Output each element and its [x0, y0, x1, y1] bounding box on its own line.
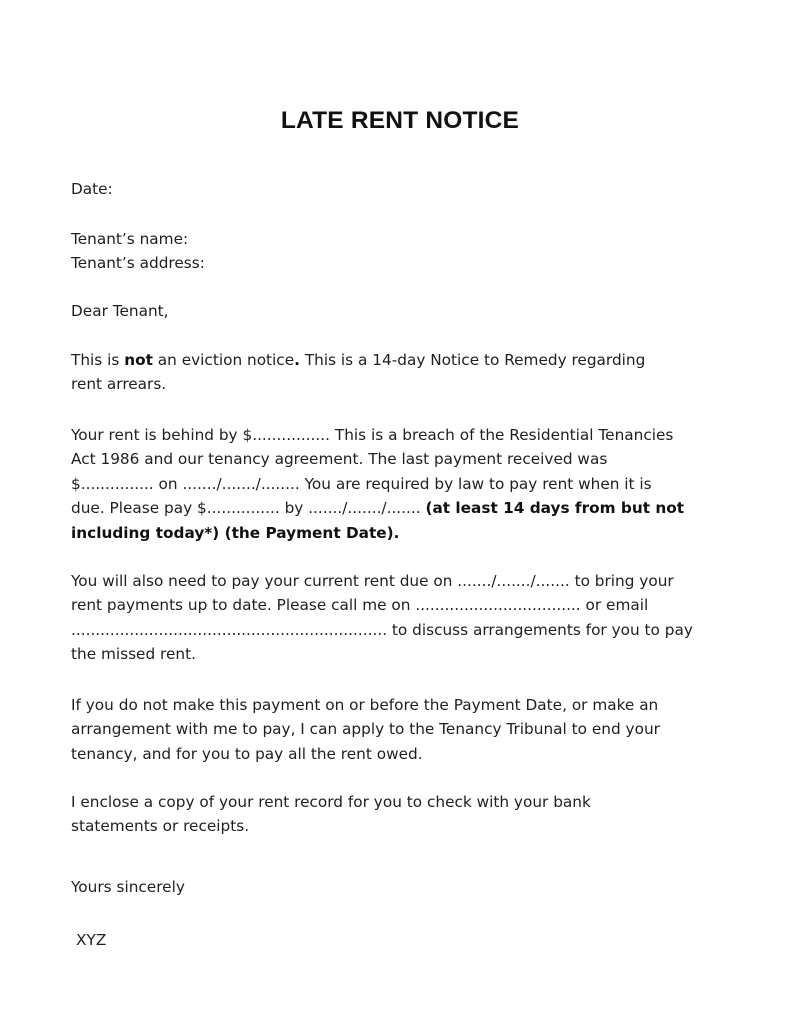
paragraph-1-line-1 — [71, 348, 736, 372]
paragraph-tribunal-warning — [71, 693, 736, 766]
paragraph-2-line-3: $............... on ......./......./........ You are required by law to pay rent when it is — [71, 474, 652, 493]
paragraph-3-line-2: rent payments up to date. Please call me on .................................. or email — [71, 596, 649, 615]
paragraph-4-line-2: arrangement with me to pay, I can apply to the Tenancy Tribunal to end your — [71, 720, 660, 739]
paragraph-5-line-1: I enclose a copy of your rent record for you to check with your bank — [71, 793, 591, 811]
tenant-name-label: Tenant’s name: — [71, 230, 189, 248]
p2-line4-bold: (at least 14 days from but not — [425, 499, 685, 518]
salutation — [71, 299, 736, 323]
p1-bold-not: not — [124, 351, 153, 369]
p1-text-a: This is — [71, 351, 125, 369]
p1-bold-period: . — [294, 351, 300, 369]
paragraph-3-line-1: You will also need to pay your current rent due on ......./......./....... to bring your — [71, 572, 674, 590]
p1-text-c: This is a 14-day Notice to Remedy regarding — [299, 351, 646, 369]
signature-name: XYZ — [76, 931, 107, 949]
p2-line4-plain: due. Please pay $............... by ......./......./....... — [71, 499, 426, 518]
paragraph-4-line-1: If you do not make this payment on or before the Payment Date, or make an — [71, 696, 659, 714]
paragraph-3-line-3: ................................................................. to discuss arrangements for you to pay — [71, 620, 693, 639]
p1-text-b: an eviction notice — [152, 351, 295, 369]
closing-text: Yours sincerely — [71, 878, 185, 896]
paragraph-current-rent — [71, 569, 736, 667]
date-label-text: Date: — [71, 180, 113, 198]
paragraph-4-line-3: tenancy, and for you to pay all the rent owed. — [71, 744, 423, 763]
paragraph-eviction-notice — [71, 348, 736, 397]
document-title: LATE RENT NOTICE — [280, 107, 520, 134]
tenant-details — [71, 227, 736, 276]
p2-line5-bold: including today*) (the Payment Date). — [71, 523, 400, 542]
salutation-text: Dear Tenant, — [71, 302, 169, 320]
paragraph-1-line-2: rent arrears. — [71, 375, 167, 394]
paragraph-2-line-1: Your rent is behind by $................ This is a breach of the Residential Tenancies — [71, 426, 674, 444]
paragraph-rent-arrears — [71, 423, 736, 545]
paragraph-2-line-4 — [71, 496, 736, 520]
paragraph-2-line-5 — [71, 521, 736, 545]
date-label — [71, 177, 736, 201]
paragraph-2-line-2: Act 1986 and our tenancy agreement. The last payment received was — [71, 450, 608, 469]
closing — [71, 875, 736, 899]
paragraph-5-line-2: statements or receipts. — [71, 817, 250, 836]
tenant-address-label: Tenant’s address: — [71, 254, 205, 273]
paragraph-3-line-4: the missed rent. — [71, 645, 196, 664]
paragraph-rent-record — [71, 790, 736, 839]
